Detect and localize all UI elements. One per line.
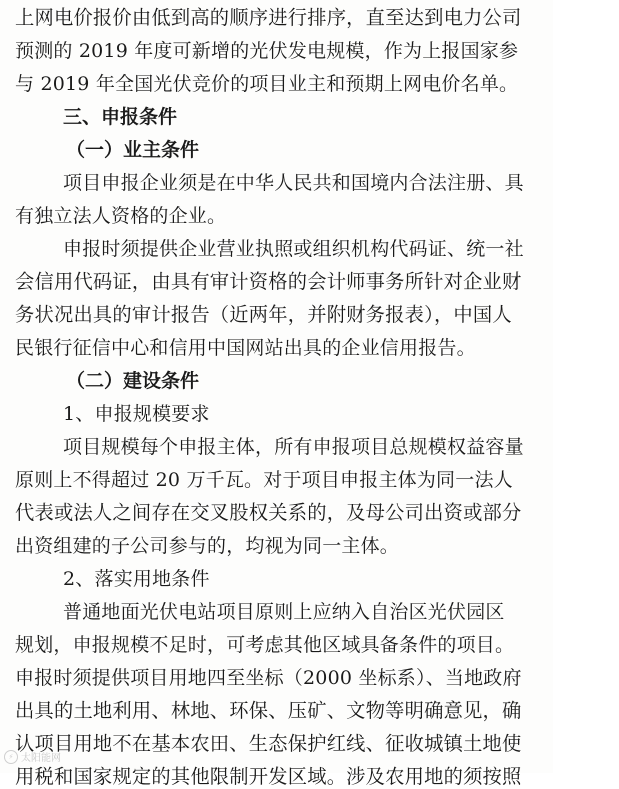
subsection-heading-construction: （二）建设条件: [66, 370, 200, 392]
text-line-15: 原则上不得超过 20 万千瓦。对于项目申报主体为同一法人: [15, 469, 513, 491]
text-line-3: 与 2019 年全国光伏竞价的项目业主和预期上网电价名单。: [15, 73, 519, 95]
text-line-8: 申报时须提供企业营业执照或组织机构代码证、统一社: [63, 238, 524, 260]
item-heading-land: 2、落实用地条件: [63, 568, 210, 590]
text-line-10: 务状况出具的审计报告（近两年，并附财务报表），中国人: [15, 303, 512, 326]
text-line-9: 会信用代码证，由具有审计资格的会计师事务所针对企业财: [15, 270, 522, 293]
item-heading-scale: 1、申报规模要求: [63, 403, 210, 425]
text-line-6: 项目申报企业须是在中华人民共和国境内合法注册、具: [63, 172, 524, 194]
text-line-1: 上网电价报价由低到高的顺序进行排序，直至达到电力公司: [15, 6, 522, 29]
section-heading: 三、申报条件: [63, 106, 178, 128]
watermark-text: 太阳能网: [21, 753, 61, 764]
text-line-22: 出具的土地利用、林地、环保、压矿、文物等明确意见，确: [15, 699, 522, 722]
text-line-19: 普通地面光伏电站项目原则上应纳入自治区光伏园区: [63, 601, 505, 623]
text-line-16: 代表或法人之间存在交叉股权关系的，及母公司出资或部分: [15, 501, 522, 524]
text-line-23: 认项目用地不在基本农田、生态保护红线、征收城镇土地使: [15, 732, 522, 755]
text-line-20: 规划，申报规模不足时，可考虑其他区域具备条件的项目。: [15, 634, 515, 656]
watermark: [4, 749, 61, 764]
text-line-7: 有独立法人资格的企业。: [15, 205, 227, 227]
text-line-14: 项目规模每个申报主体，所有申报项目总规模权益容量: [63, 436, 524, 458]
text-line-21: 申报时须提供项目用地四至坐标（2000 坐标系）、当地政府: [15, 667, 522, 689]
text-line-17: 出资组建的子公司参与的，均视为同一主体。: [15, 535, 400, 557]
text-line-2: 预测的 2019 年度可新增的光伏发电规模，作为上报国家参: [15, 40, 519, 62]
subsection-heading-owner: （一）业主条件: [66, 139, 200, 161]
text-line-24: 用税和国家规定的其他限制开发区域。涉及农用地的须按照: [15, 765, 522, 788]
watermark-logo-icon: ⚡: [4, 750, 18, 764]
text-line-11: 民银行征信中心和信用中国网站出具的企业信用报告。: [15, 337, 476, 359]
